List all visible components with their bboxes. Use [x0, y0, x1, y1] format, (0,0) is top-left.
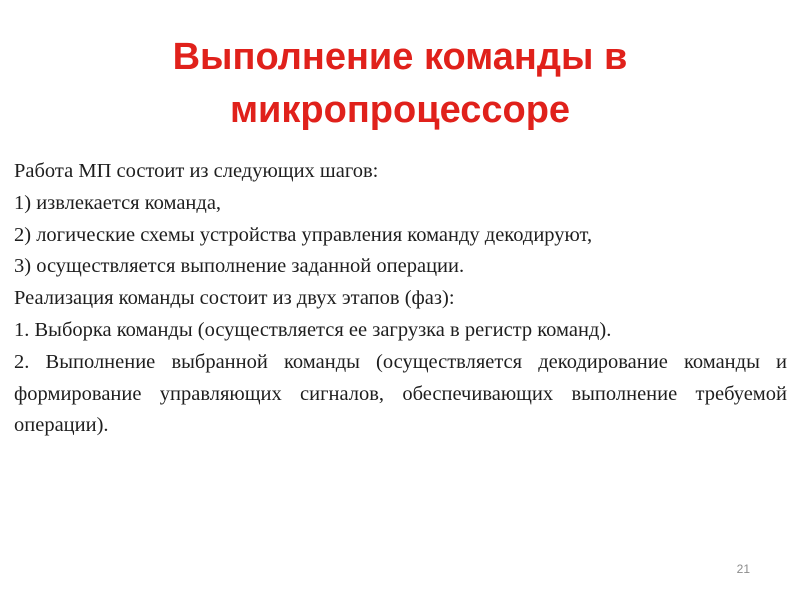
- slide-title: [40, 31, 760, 137]
- slide-body: [14, 156, 787, 442]
- phases-intro-text: Реализация команды состоит из двух этапов (фаз):: [14, 287, 455, 310]
- step-2-text: 2) логические схемы устройства управления команду декодируют,: [14, 223, 593, 246]
- slide-title-line-2: микропроцессоре: [229, 89, 571, 132]
- phase-2-text: 2. Выполнение выбранной команды (осуществляется декодирование команды и формирование управляющих сигналов, обеспечивающих выполнение требуемой операции).: [14, 350, 787, 437]
- page-number: 21: [736, 562, 750, 576]
- slide-title-line-1: Выполнение команды в: [172, 36, 628, 79]
- step-3-text: 3) осуществляется выполнение заданной операции.: [14, 255, 465, 278]
- intro-text: Работа МП состоит из следующих шагов:: [14, 160, 379, 182]
- phase-1-text: 1. Выборка команды (осуществляется ее загрузка в регистр команд).: [14, 318, 612, 341]
- step-1-text: 1) извлекается команда,: [14, 191, 222, 214]
